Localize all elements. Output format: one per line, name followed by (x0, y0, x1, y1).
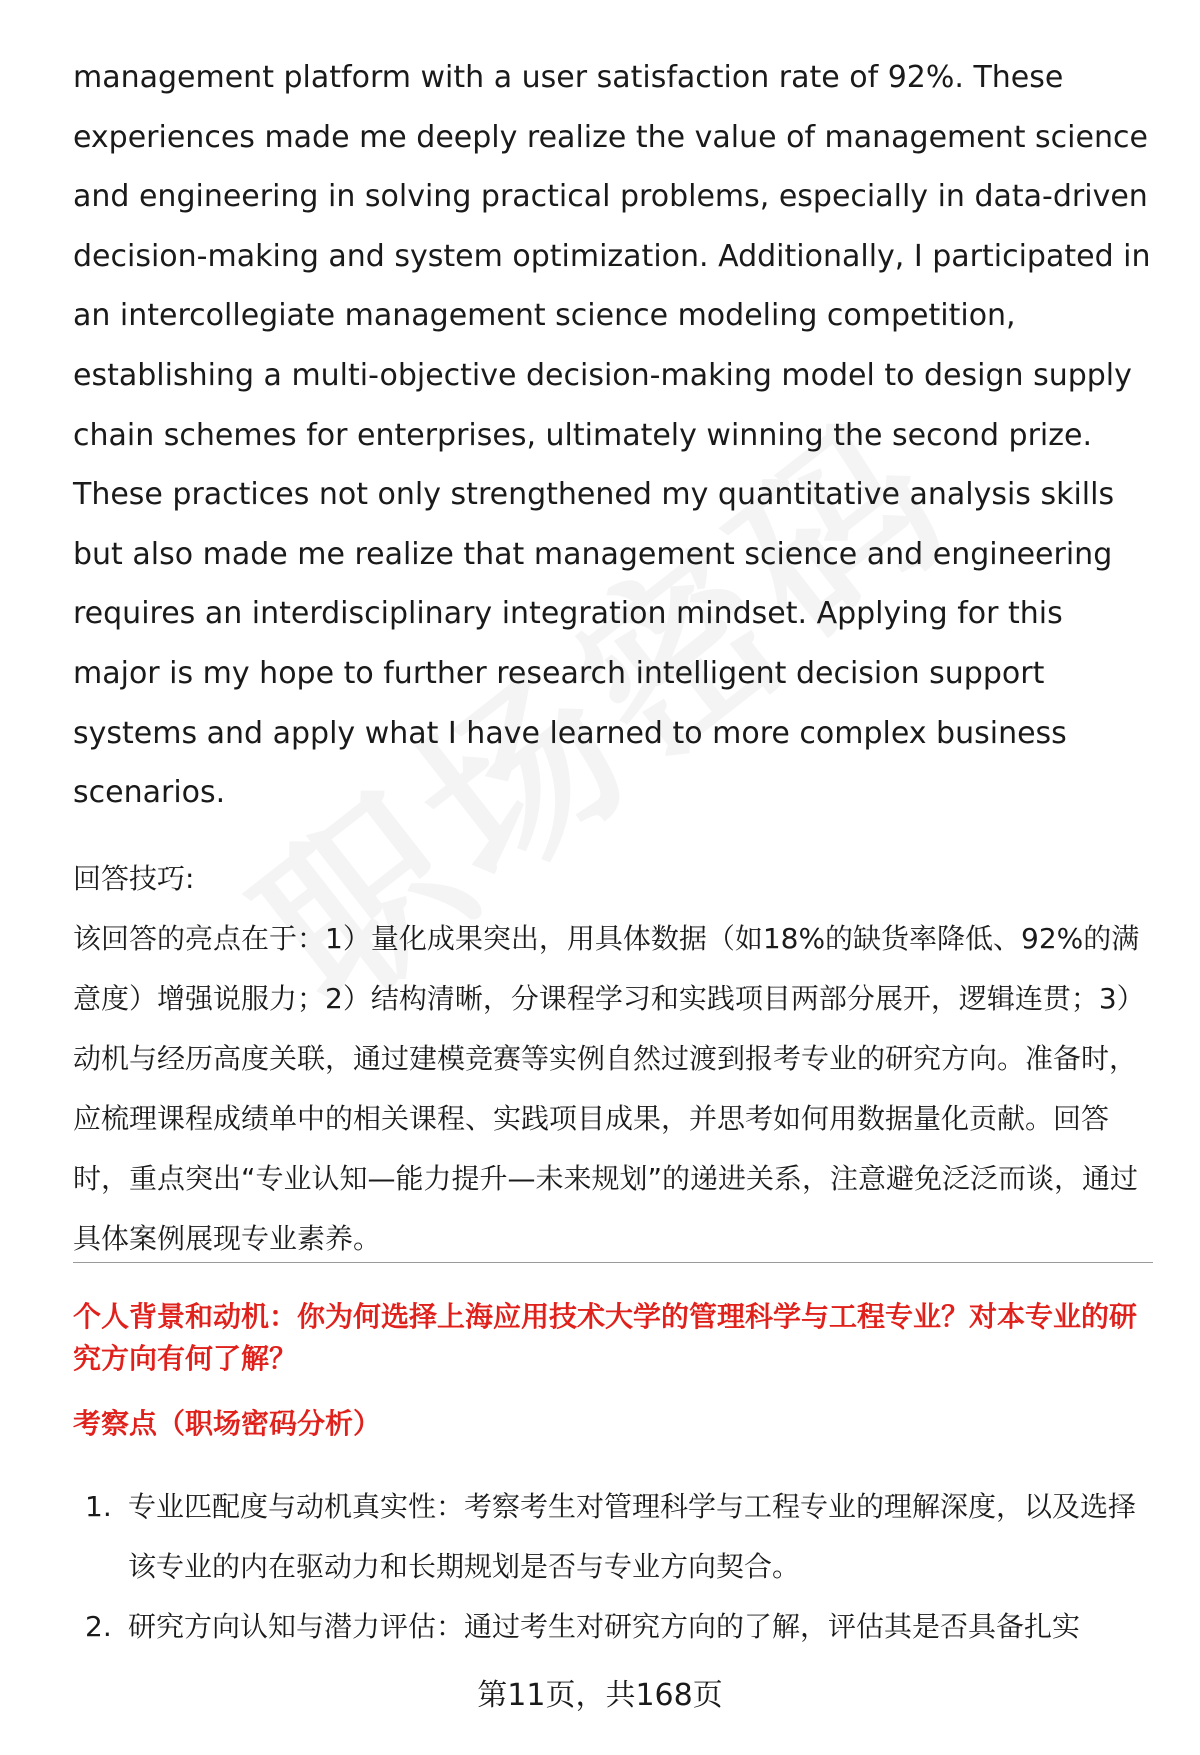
tips-body: 该回答的亮点在于：1）量化成果突出，用具体数据（如18%的缺货率降低、92%的满意度）增强说服力；2）结构清晰，分课程学习和实践项目两部分展开，逻辑连贯；3）动机与经历高度关联，通过建模竞赛等实例自然过渡到报考专业的研究方向。准备时，应梳理课程成绩单中的相关课程、实践项目成果，并思考如何用数据量化贡献。回答时，重点突出“专业认知—能力提升—未来规划”的递进关系，注意避免泛泛而谈，通过具体案例展现专业素养。 (73, 921, 1145, 1255)
page-footer: 第11页，共168页 (477, 1678, 723, 1713)
list-item-text: 专业匹配度与动机真实性：考察考生对管理科学与工程专业的理解深度，以及选择该专业的内在驱动力和长期规划是否与专业方向契合。 (128, 1490, 1137, 1583)
list-item-text: 研究方向认知与潜力评估：通过考生对研究方向的了解，评估其是否具备扎实 (128, 1610, 1081, 1643)
question-heading: 个人背景和动机：你为何选择上海应用技术大学的管理科学与工程专业？对本专业的研究方向有何了解？ (73, 1300, 1138, 1375)
tips-title: 回答技巧: (73, 861, 195, 895)
list-item (73, 1597, 1153, 1657)
list-item (73, 1477, 1153, 1597)
section-title: 考察点（职场密码分析） (73, 1407, 382, 1440)
document-content (73, 48, 1153, 1269)
points-list (73, 1477, 1153, 1657)
body-paragraph: management platform with a user satisfaction rate of 92%. These experiences made me deeply realize the value of management science and engineering in solving practical problems, especially in data-driven decision-making and system optimization. Additionally, I participated in an intercollegiate management science modeling competition, establishing a multi-objective decision-making model to design supply chain schemes for enterprises, ultimately winning the second prize. These practices not only strengthened my quantitative analysis skills but also made me realize that management science and engineering requires an interdisciplinary integration mindset. Applying for this major is my hope to further research intelligent decision support systems and apply what I have learned to more complex business scenarios. (73, 60, 1151, 811)
list-item-number: 2. (85, 1610, 112, 1643)
list-item-number: 1. (85, 1490, 112, 1523)
